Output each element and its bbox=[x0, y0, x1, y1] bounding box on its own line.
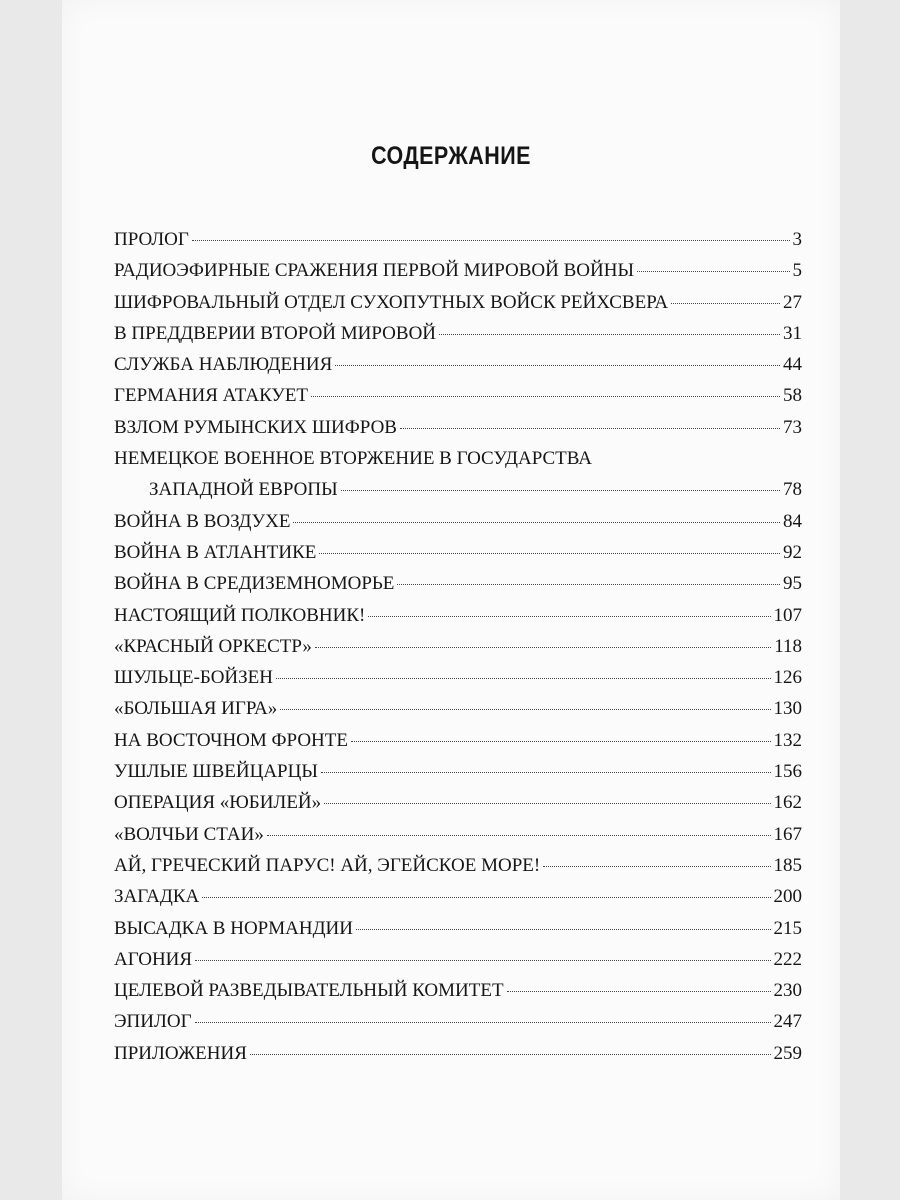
toc-entry-page: 118 bbox=[774, 635, 802, 657]
toc-entry bbox=[114, 944, 802, 975]
toc-entry-title: ВОЙНА В ВОЗДУХЕ bbox=[114, 510, 291, 532]
toc-entry-title-line2: ЗАПАДНОЙ ЕВРОПЫ bbox=[149, 479, 338, 501]
toc-entry-page: 215 bbox=[773, 917, 802, 939]
toc-entry bbox=[114, 255, 802, 286]
toc-entry bbox=[114, 787, 802, 818]
toc-entry bbox=[114, 850, 802, 881]
toc-entry bbox=[114, 693, 802, 724]
toc-entry bbox=[114, 412, 802, 443]
toc-entry-title: «БОЛЬШАЯ ИГРА» bbox=[114, 698, 278, 720]
leader-dots bbox=[637, 271, 789, 272]
toc-entry-title: В ПРЕДДВЕРИИ ВТОРОЙ МИРОВОЙ bbox=[114, 322, 437, 344]
leader-dots bbox=[293, 522, 780, 523]
toc-entry-title: ШУЛЬЦЕ-БОЙЗЕН bbox=[114, 667, 273, 689]
toc-entry-title: ОПЕРАЦИЯ «ЮБИЛЕЙ» bbox=[114, 792, 322, 814]
leader-dots bbox=[397, 584, 780, 585]
leader-dots bbox=[335, 365, 780, 366]
toc-entry bbox=[114, 568, 802, 599]
toc-entry-title: ПРИЛОЖЕНИЯ bbox=[114, 1042, 247, 1064]
leader-dots bbox=[280, 709, 770, 710]
toc-entry bbox=[114, 662, 802, 693]
toc-entry-page: 162 bbox=[773, 792, 802, 814]
leader-dots bbox=[267, 835, 771, 836]
table-of-contents bbox=[114, 224, 802, 1069]
toc-entry-page: 95 bbox=[783, 573, 802, 595]
leader-dots bbox=[341, 490, 780, 491]
toc-entry-page: 130 bbox=[773, 698, 802, 720]
toc-entry-title: НЕМЕЦКОЕ ВОЕННОЕ ВТОРЖЕНИЕ В ГОСУДАРСТВА bbox=[114, 448, 592, 470]
toc-entry bbox=[114, 224, 802, 255]
toc-entry-title: ВОЙНА В АТЛАНТИКЕ bbox=[114, 541, 317, 563]
page-title: СОДЕРЖАНИЕ bbox=[371, 142, 531, 170]
leader-dots bbox=[368, 616, 770, 617]
leader-dots bbox=[321, 772, 771, 773]
toc-entry-title: АГОНИЯ bbox=[114, 948, 193, 970]
toc-entry bbox=[114, 600, 802, 631]
leader-dots bbox=[202, 897, 770, 898]
leader-dots bbox=[195, 960, 770, 961]
toc-entry-page: 5 bbox=[792, 260, 802, 282]
toc-entry-page: 31 bbox=[783, 322, 802, 344]
toc-entry-page: 185 bbox=[773, 854, 802, 876]
toc-entry-page: 58 bbox=[783, 385, 802, 407]
toc-entry-title: ВОЙНА В СРЕДИЗЕМНОМОРЬЕ bbox=[114, 573, 395, 595]
toc-entry bbox=[114, 819, 802, 850]
leader-dots bbox=[192, 240, 790, 241]
toc-entry-title: СЛУЖБА НАБЛЮДЕНИЯ bbox=[114, 354, 333, 376]
toc-entry-page: 156 bbox=[773, 761, 802, 783]
toc-entry-continuation bbox=[114, 474, 802, 505]
toc-entry-page: 73 bbox=[783, 416, 802, 438]
toc-entry bbox=[114, 380, 802, 411]
leader-dots bbox=[276, 678, 771, 679]
leader-dots bbox=[315, 647, 771, 648]
toc-entry-page: 84 bbox=[783, 510, 802, 532]
toc-entry-title: ПРОЛОГ bbox=[114, 229, 189, 250]
toc-entry bbox=[114, 725, 802, 756]
toc-entry bbox=[114, 1038, 802, 1069]
toc-entry-page: 167 bbox=[773, 823, 802, 845]
leader-dots bbox=[195, 1022, 771, 1023]
leader-dots bbox=[351, 741, 771, 742]
toc-entry bbox=[114, 318, 802, 349]
toc-entry-title: АЙ, ГРЕЧЕСКИЙ ПАРУС! АЙ, ЭГЕЙСКОЕ МОРЕ! bbox=[114, 854, 541, 876]
toc-entry-title: «КРАСНЫЙ ОРКЕСТР» bbox=[114, 635, 312, 657]
toc-entry bbox=[114, 631, 802, 662]
toc-entry bbox=[114, 881, 802, 912]
toc-entry-title: «ВОЛЧЬИ СТАИ» bbox=[114, 823, 264, 845]
toc-entry-title: УШЛЫЕ ШВЕЙЦАРЦЫ bbox=[114, 761, 318, 783]
toc-entry-title: ШИФРОВАЛЬНЫЙ ОТДЕЛ СУХОПУТНЫХ ВОЙСК РЕЙХСВЕРА bbox=[114, 291, 669, 313]
toc-entry bbox=[114, 349, 802, 380]
toc-entry-page: 107 bbox=[773, 604, 802, 626]
toc-entry bbox=[114, 506, 802, 537]
toc-entry-title: ГЕРМАНИЯ АТАКУЕТ bbox=[114, 385, 309, 407]
toc-entry bbox=[114, 287, 802, 318]
toc-entry-title: ВЗЛОМ РУМЫНСКИХ ШИФРОВ bbox=[114, 416, 397, 438]
leader-dots bbox=[400, 428, 780, 429]
toc-entry-title: ВЫСАДКА В НОРМАНДИИ bbox=[114, 917, 353, 939]
toc-entry bbox=[114, 975, 802, 1006]
leader-dots bbox=[507, 991, 771, 992]
toc-entry bbox=[114, 537, 802, 568]
toc-entry-page: 259 bbox=[773, 1042, 802, 1064]
leader-dots bbox=[311, 396, 780, 397]
toc-entry bbox=[114, 756, 802, 787]
toc-entry bbox=[114, 443, 802, 474]
toc-entry-title: НА ВОСТОЧНОМ ФРОНТЕ bbox=[114, 729, 348, 751]
toc-entry-page: 3 bbox=[792, 229, 802, 250]
leader-dots bbox=[671, 303, 780, 304]
toc-entry-title: ЦЕЛЕВОЙ РАЗВЕДЫВАТЕЛЬНЫЙ КОМИТЕТ bbox=[114, 980, 504, 1002]
toc-entry-page: 78 bbox=[783, 479, 802, 501]
leader-dots bbox=[324, 803, 770, 804]
toc-entry-page: 92 bbox=[783, 541, 802, 563]
toc-entry-page: 27 bbox=[783, 291, 802, 313]
toc-entry-title: ЭПИЛОГ bbox=[114, 1011, 192, 1033]
toc-entry-page: 230 bbox=[773, 980, 802, 1002]
toc-entry-page: 126 bbox=[773, 667, 802, 689]
toc-entry-page: 200 bbox=[773, 886, 802, 908]
toc-entry-page: 44 bbox=[783, 354, 802, 376]
book-page bbox=[62, 0, 840, 1200]
toc-entry-title: РАДИОЭФИРНЫЕ СРАЖЕНИЯ ПЕРВОЙ МИРОВОЙ ВОЙНЫ bbox=[114, 260, 635, 282]
toc-entry bbox=[114, 1006, 802, 1037]
leader-dots bbox=[543, 866, 770, 867]
leader-dots bbox=[356, 929, 771, 930]
leader-dots bbox=[250, 1054, 771, 1055]
toc-entry-page: 132 bbox=[773, 729, 802, 751]
leader-dots bbox=[319, 553, 780, 554]
toc-entry-page: 247 bbox=[773, 1011, 802, 1033]
toc-entry bbox=[114, 913, 802, 944]
toc-entry-title: НАСТОЯЩИЙ ПОЛКОВНИК! bbox=[114, 604, 366, 626]
toc-entry-title: ЗАГАДКА bbox=[114, 886, 200, 908]
toc-entry-page: 222 bbox=[773, 948, 802, 970]
leader-dots bbox=[439, 334, 780, 335]
